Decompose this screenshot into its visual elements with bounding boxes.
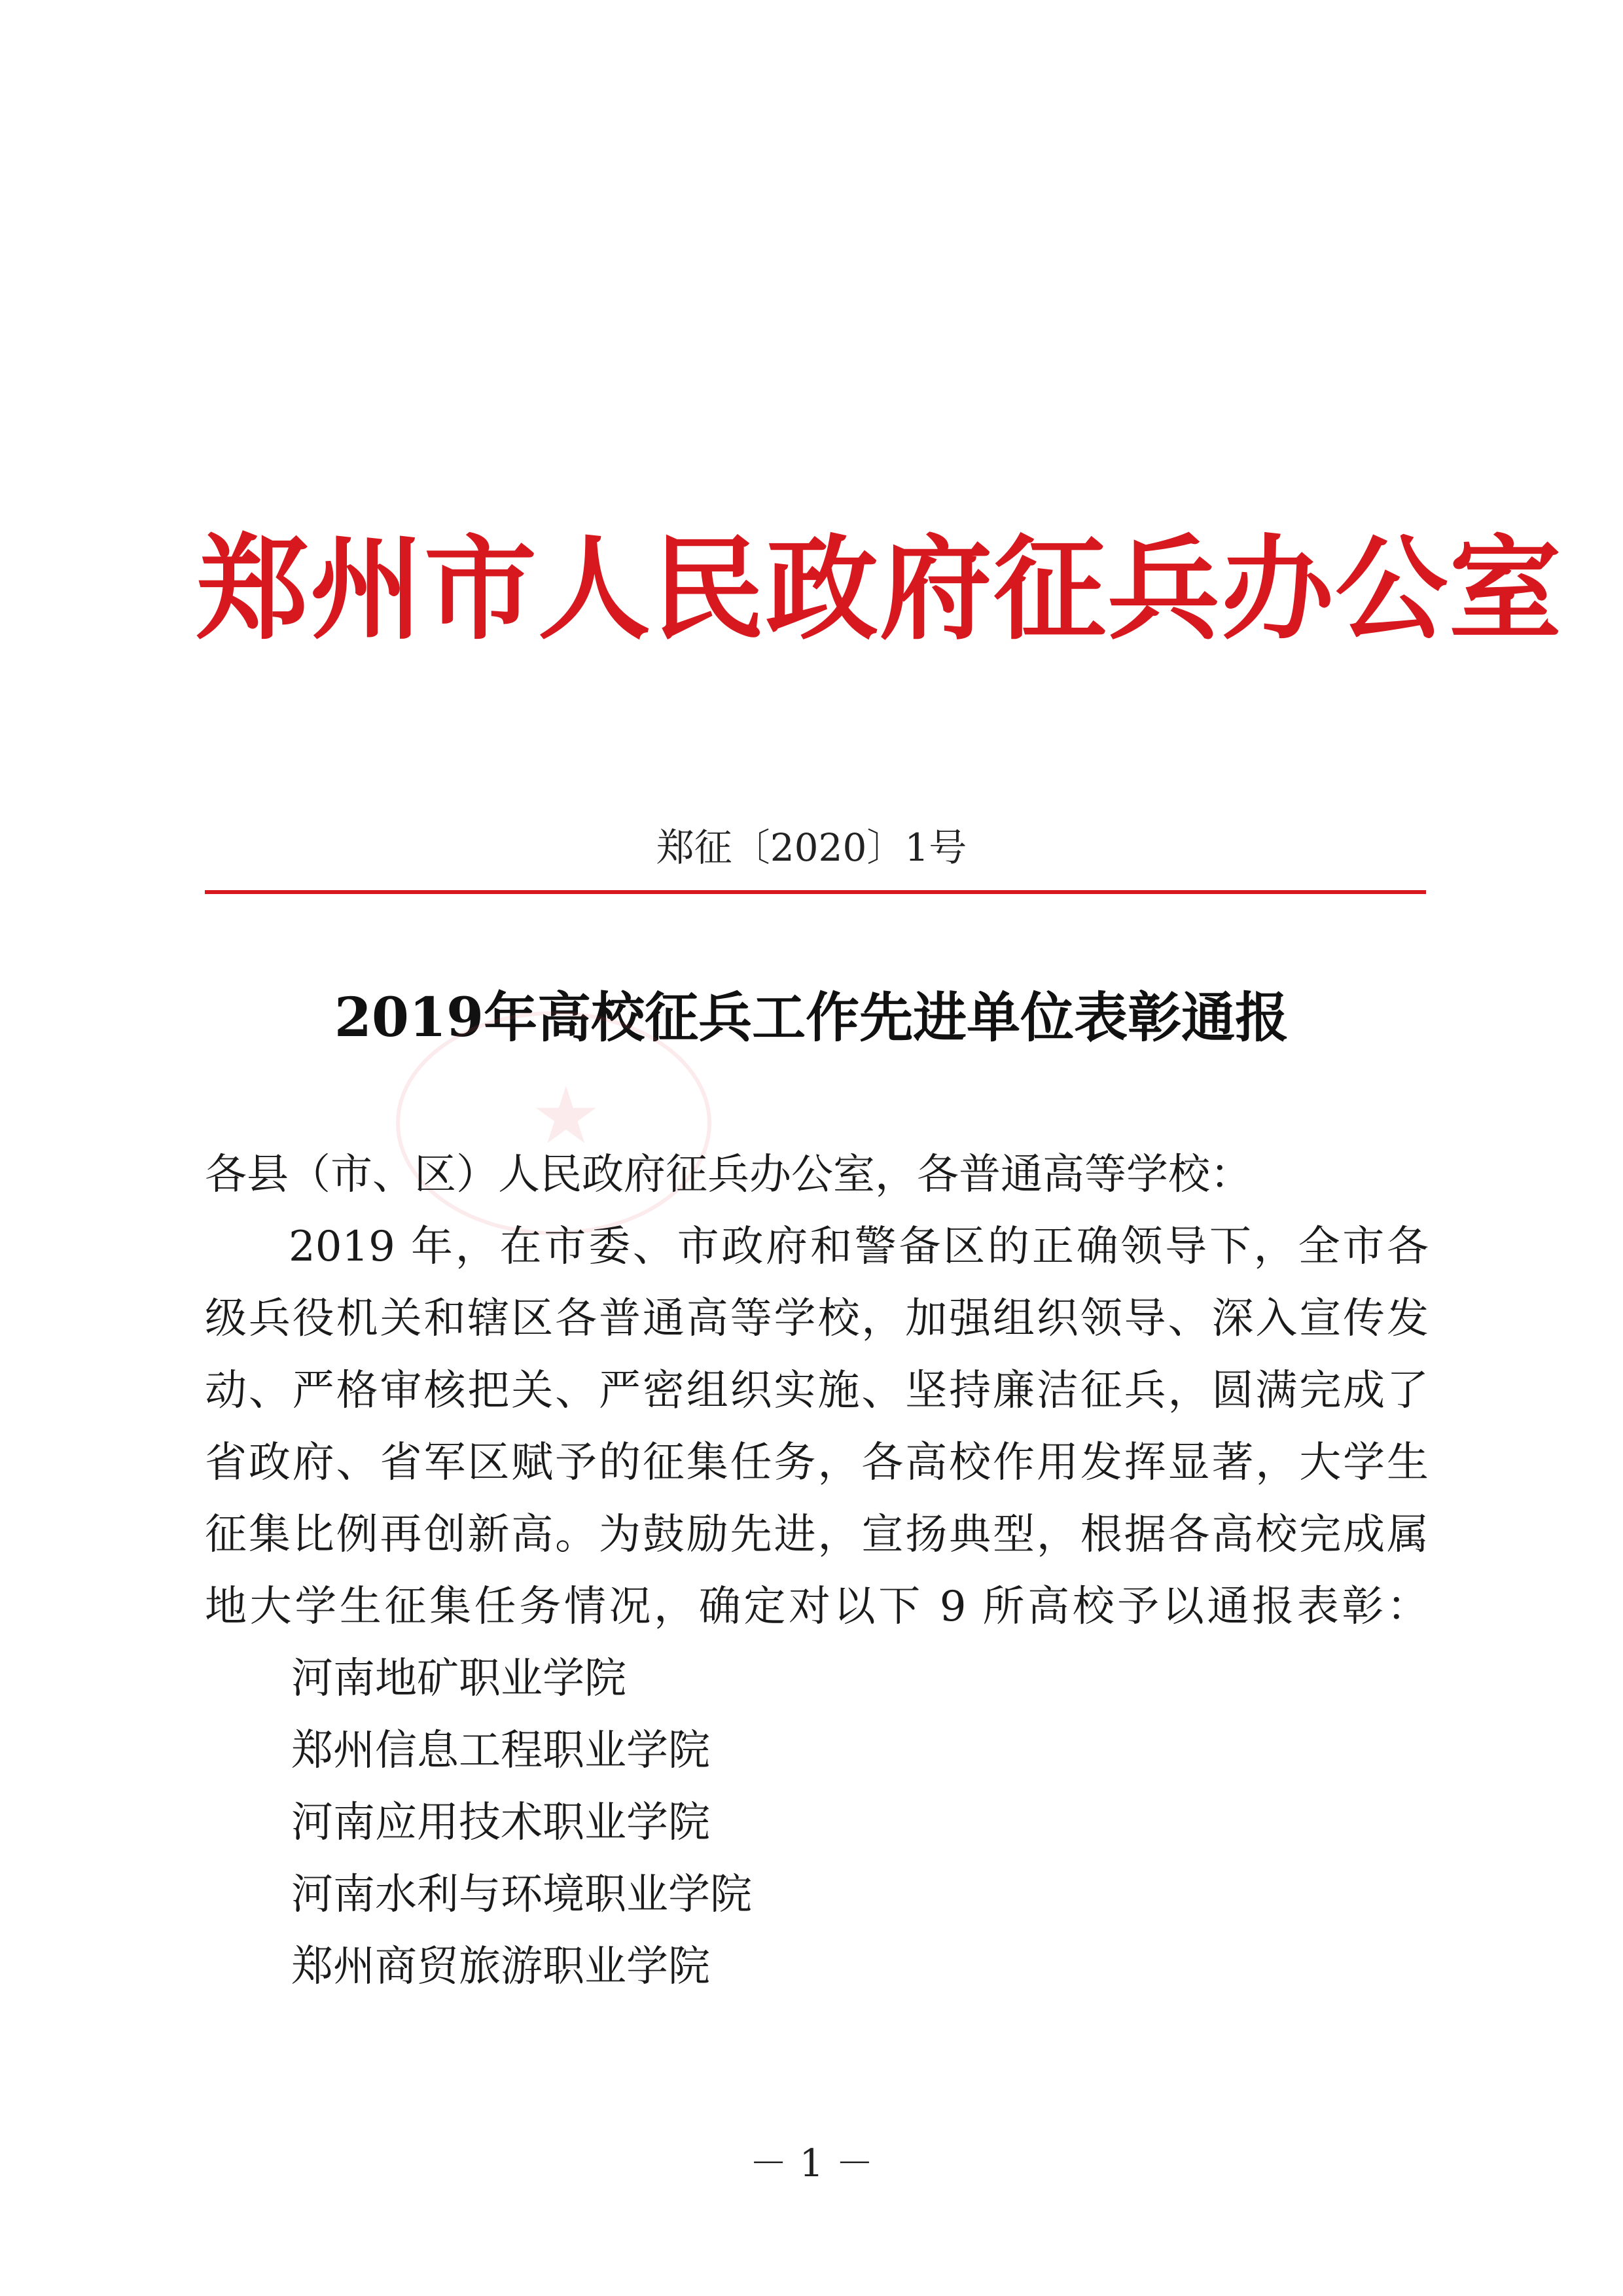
- document-number: 郑征〔2020〕1号: [656, 825, 967, 870]
- red-divider-line: [205, 890, 1426, 894]
- document-body: [205, 1139, 1429, 2003]
- school-list-item: 郑州信息工程职业学院: [291, 1727, 710, 1775]
- body-line: 级兵役机关和辖区各普通高等学校，加强组织领导、深入宣传发: [205, 1295, 1429, 1343]
- body-line: 征集比例再创新高。为鼓励先进，宣扬典型，根据各高校完成属: [205, 1511, 1429, 1559]
- salutation: 各县（市、区）人民政府征兵办公室，各普通高等学校：: [205, 1151, 1252, 1199]
- school-list-item: 河南水利与环境职业学院: [291, 1871, 752, 1919]
- page-number: － 1 －: [749, 2141, 874, 2185]
- school-list-item: 河南地矿职业学院: [291, 1655, 626, 1703]
- body-line: 动、严格审核把关、严密组织实施、坚持廉洁征兵，圆满完成了: [205, 1367, 1429, 1415]
- document-title: 2019年高校征兵工作先进单位表彰通报: [334, 986, 1289, 1049]
- school-list-item: 河南应用技术职业学院: [291, 1799, 710, 1847]
- issuing-organization-header: 郑州市人民政府征兵办公室: [196, 522, 1563, 655]
- school-list-item: 郑州商贸旅游职业学院: [291, 1943, 710, 1991]
- body-line: 省政府、省军区赋予的征集任务，各高校作用发挥显著，大学生: [205, 1439, 1429, 1487]
- body-line: 2019 年，在市委、市政府和警备区的正确领导下，全市各: [289, 1223, 1429, 1271]
- seal-star-icon: ★: [531, 1071, 601, 1162]
- body-line: 地大学生征集任务情况，确定对以下 9 所高校予以通报表彰：: [205, 1583, 1429, 1631]
